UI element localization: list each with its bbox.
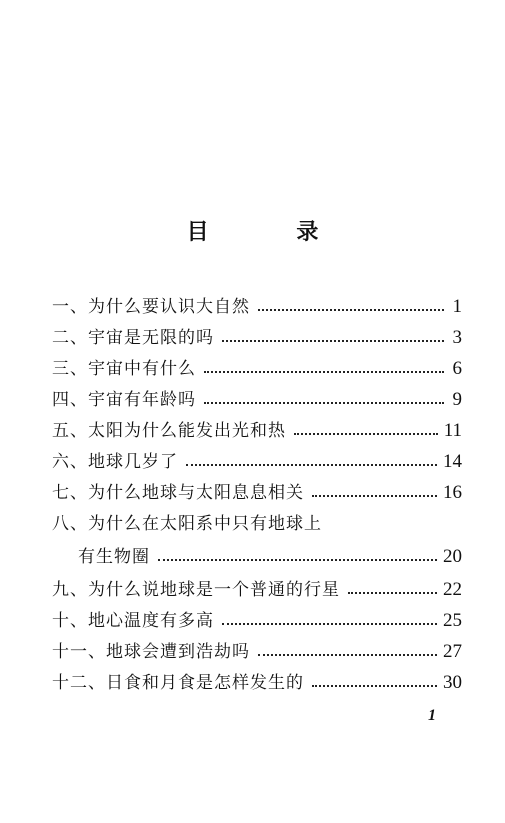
toc-entry bbox=[52, 446, 462, 477]
toc-list bbox=[52, 291, 462, 698]
toc-entry-page: 16 bbox=[443, 481, 462, 503]
toc-entry bbox=[52, 291, 462, 322]
dot-leader bbox=[348, 592, 437, 594]
toc-entry bbox=[52, 384, 462, 415]
toc-entry-page: 14 bbox=[443, 450, 462, 472]
toc-entry bbox=[52, 353, 462, 384]
dot-leader bbox=[294, 433, 438, 435]
toc-entry-page: 1 bbox=[452, 295, 462, 317]
toc-entry-page: 30 bbox=[443, 671, 462, 693]
toc-title: 目 录 bbox=[186, 220, 359, 245]
dot-leader bbox=[222, 623, 437, 625]
toc-entry-title: 二、宇宙是无限的吗 bbox=[52, 327, 214, 348]
toc-entry-title: 八、为什么在太阳系中只有地球上 bbox=[52, 513, 322, 534]
dot-leader bbox=[312, 685, 437, 687]
toc-entry-title: 六、地球几岁了 bbox=[52, 451, 178, 472]
dot-leader bbox=[186, 464, 437, 466]
toc-entry-page: 3 bbox=[452, 326, 462, 348]
toc-entry bbox=[52, 636, 462, 667]
toc-entry-title: 三、宇宙中有什么 bbox=[52, 358, 196, 379]
toc-entry-page: 25 bbox=[443, 609, 462, 631]
dot-leader bbox=[204, 402, 444, 404]
toc-entry-title: 七、为什么地球与太阳息息相关 bbox=[52, 482, 304, 503]
toc-entry-title: 十一、地球会遭到浩劫吗 bbox=[52, 641, 250, 662]
toc-entry-title: 四、宇宙有年龄吗 bbox=[52, 389, 196, 410]
toc-entry-continuation bbox=[52, 539, 462, 574]
toc-entry bbox=[52, 605, 462, 636]
dot-leader bbox=[158, 559, 437, 561]
toc-entry bbox=[52, 508, 462, 539]
dot-leader bbox=[258, 309, 444, 311]
toc-entry-title: 十、地心温度有多高 bbox=[52, 610, 214, 631]
dot-leader bbox=[222, 340, 444, 342]
dot-leader bbox=[312, 495, 437, 497]
toc-entry-title: 五、太阳为什么能发出光和热 bbox=[52, 420, 286, 441]
toc-entry-title: 九、为什么说地球是一个普通的行星 bbox=[52, 579, 340, 600]
toc-entry bbox=[52, 322, 462, 353]
toc-entry-page: 20 bbox=[443, 545, 462, 567]
toc-entry bbox=[52, 477, 462, 508]
dot-leader bbox=[258, 654, 437, 656]
toc-entry bbox=[52, 574, 462, 605]
dot-leader bbox=[204, 371, 444, 373]
toc-entry-title-continuation: 有生物圈 bbox=[78, 546, 150, 567]
toc-entry-page: 11 bbox=[443, 419, 462, 441]
toc-entry-page: 22 bbox=[443, 578, 462, 600]
toc-entry-title: 十二、日食和月食是怎样发生的 bbox=[52, 672, 304, 693]
toc-entry-page: 9 bbox=[452, 388, 462, 410]
toc-entry bbox=[52, 415, 462, 446]
page-number: 1 bbox=[428, 707, 436, 724]
toc-entry bbox=[52, 667, 462, 698]
toc-entry-page: 27 bbox=[443, 640, 462, 662]
toc-entry-title: 一、为什么要认识大自然 bbox=[52, 296, 250, 317]
toc-entry-page: 6 bbox=[452, 357, 462, 379]
